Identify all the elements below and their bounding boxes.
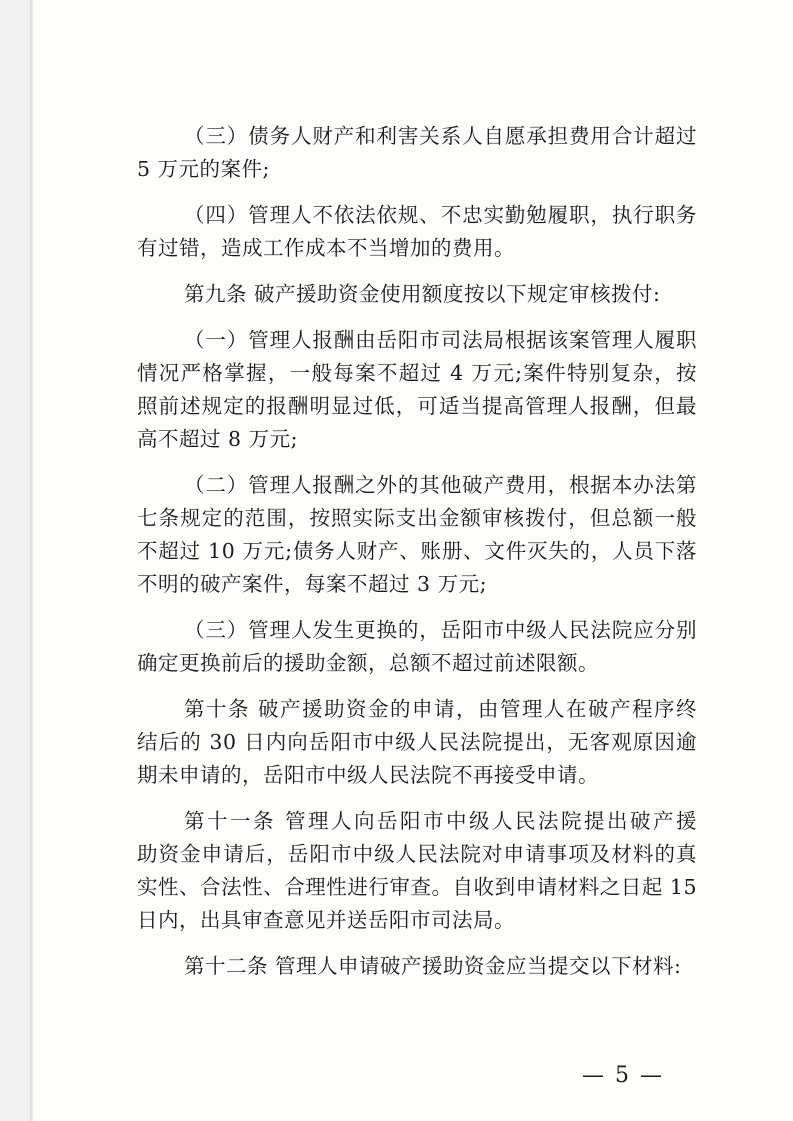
page-number: — 5 —: [582, 1063, 664, 1088]
text-line: 有过错，造成工作成本不当增加的费用。: [137, 236, 515, 260]
text-line: （四）管理人不依法依规、不忠实勤勉履职，执行职务: [184, 203, 697, 227]
text-line: 5 万元的案件;: [137, 157, 270, 181]
text-line: 不明的破产案件，每案不超过 3 万元;: [137, 572, 487, 596]
text-line: 第十一条 管理人向岳阳市中级人民法院提出破产援: [184, 809, 697, 833]
text-line: 第十二条 管理人申请破产援助资金应当提交以下材料:: [184, 954, 682, 978]
text-line: 实性、合法性、合理性进行审查。自收到申请材料之日起 15: [137, 875, 697, 899]
paragraph-item-4-fault: [137, 199, 697, 265]
document-body: [137, 120, 697, 983]
text-line: 期未申请的，岳阳市中级人民法院不再接受申请。: [137, 763, 599, 787]
text-line: 确定更换前后的援助金额，总额不超过前述限额。: [137, 651, 599, 675]
text-line: （三）管理人发生更换的，岳阳市中级人民法院应分别: [184, 618, 697, 642]
scan-binding-edge: [30, 0, 33, 1121]
text-line: 日内，出具审查意见并送岳阳市司法局。: [137, 908, 515, 932]
text-line: 助资金申请后，岳阳市中级人民法院对申请事项及材料的真: [137, 842, 697, 866]
scan-binding-margin: [0, 0, 30, 1121]
article-12: [137, 950, 697, 983]
article-10: [137, 693, 697, 792]
text-line: （三）债务人财产和利害关系人自愿承担费用合计超过: [184, 124, 697, 148]
article-9: [137, 278, 697, 311]
text-line: （二）管理人报酬之外的其他破产费用，根据本办法第: [184, 473, 697, 497]
paragraph-article-9-item-1: [137, 324, 697, 456]
article-11: [137, 805, 697, 937]
text-line: （一）管理人报酬由岳阳市司法局根据该案管理人履职: [184, 328, 697, 352]
text-line: 第九条 破产援助资金使用额度按以下规定审核拨付:: [184, 282, 661, 306]
text-line: 七条规定的范围，按照实际支出金额审核拨付，但总额一般: [137, 506, 697, 530]
text-line: 情况严格掌握，一般每案不超过 4 万元;案件特别复杂，按: [137, 361, 697, 385]
paragraph-article-9-item-3: [137, 614, 697, 680]
text-line: 照前述规定的报酬明显过低，可适当提高管理人报酬，但最: [137, 394, 697, 418]
paragraph-article-9-item-2: [137, 469, 697, 601]
text-line: 结后的 30 日内向岳阳市中级人民法院提出，无客观原因逾: [137, 730, 697, 754]
text-line: 第十条 破产援助资金的申请，由管理人在破产程序终: [184, 697, 697, 721]
text-line: 高不超过 8 万元;: [137, 427, 298, 451]
paragraph-item-3-cost: [137, 120, 697, 186]
text-line: 不超过 10 万元;债务人财产、账册、文件灭失的，人员下落: [137, 539, 697, 563]
